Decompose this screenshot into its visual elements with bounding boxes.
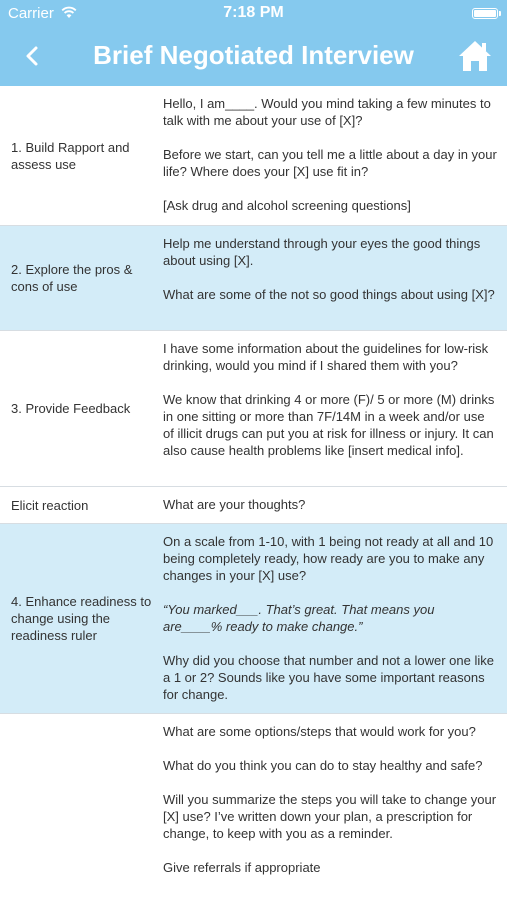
prompt-text: “You marked___. That’s great. That means you are____% ready to make change.”: [163, 602, 435, 634]
prompt-text: What are some options/steps that would work for you?: [163, 724, 476, 739]
prompt-text: Before we start, can you tell me a little about a day in your life? Where does your [X] use fit in?: [163, 147, 497, 179]
table-row: [0, 487, 507, 524]
step-label: Elicit reaction: [11, 497, 89, 513]
step-label: 3. Provide Feedback: [11, 401, 131, 416]
step-content: [163, 226, 507, 330]
step-label: [0, 714, 163, 904]
table-row: [0, 714, 507, 904]
prompt-text: Help me understand through your eyes the good things about using [X].: [163, 236, 481, 268]
prompt-text: What are your thoughts?: [163, 497, 306, 512]
chevron-left-icon[interactable]: [18, 42, 46, 70]
table-row: [0, 524, 507, 714]
step-content: [163, 487, 507, 523]
interview-table: [0, 86, 507, 904]
nav-bar: [0, 28, 507, 86]
prompt-text: On a scale from 1-10, with 1 being not ready at all and 10 being completely ready, how ready are you to make any changes in your [X] use?: [163, 534, 494, 583]
table-row: [0, 226, 507, 331]
home-icon[interactable]: [457, 39, 493, 73]
prompt-text: What do you think you can do to stay healthy and safe?: [163, 758, 483, 773]
status-bar: [0, 0, 507, 28]
prompt-text: Will you summarize the steps you will take to change your [X] use? I’ve written down your plan, a prescription for change, to keep with you as a reminder.: [163, 792, 497, 841]
step-label: 1. Build Rapport and assess use: [11, 139, 130, 172]
battery-icon: [472, 8, 498, 19]
status-time: 7:18 PM: [223, 4, 284, 21]
prompt-text: Give referrals if appropriate: [163, 860, 321, 875]
step-content: [163, 524, 507, 713]
step-content: [163, 86, 507, 225]
page-title: Brief Negotiated Interview: [93, 40, 414, 70]
prompt-text: Hello, I am____. Would you mind taking a few minutes to talk with me about your use of [X]?: [163, 96, 491, 128]
table-row: [0, 86, 507, 226]
step-content: [163, 714, 507, 904]
step-label: 2. Explore the pros & cons of use: [11, 262, 133, 294]
table-row: [0, 331, 507, 487]
prompt-text: [Ask drug and alcohol screening questions]: [163, 198, 411, 213]
carrier-label: Carrier: [8, 5, 54, 22]
step-content: [163, 331, 507, 486]
prompt-text: I have some information about the guidelines for low-risk drinking, would you mind if I shared them with you?: [163, 341, 489, 373]
step-label: 4. Enhance readiness to change using the readiness ruler: [11, 594, 152, 643]
prompt-text: Why did you choose that number and not a lower one like a 1 or 2? Sounds like you have some important reasons for change.: [163, 653, 494, 702]
prompt-text: We know that drinking 4 or more (F)/ 5 or more (M) drinks in one sitting or more than 7F/14M in a week and/or use of illicit drugs can put you at risk for illness or injury. It can also cause health problems like [insert medical info].: [163, 392, 495, 458]
prompt-text: What are some of the not so good things about using [X]?: [163, 287, 495, 302]
